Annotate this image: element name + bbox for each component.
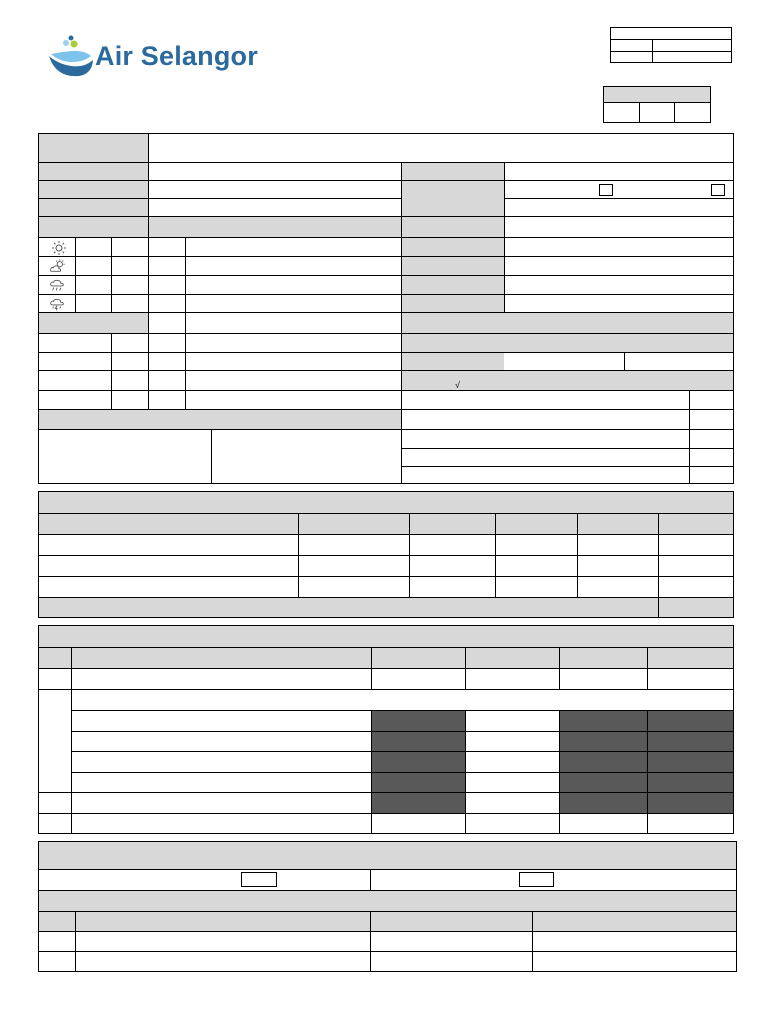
summary-table <box>38 491 734 618</box>
reference-box <box>610 27 732 63</box>
label-cell <box>402 238 504 256</box>
checkbox[interactable] <box>599 184 613 196</box>
label-cell <box>39 134 148 162</box>
label-cell <box>402 257 504 275</box>
tick-mark: √ <box>455 380 460 390</box>
date-box <box>603 86 711 123</box>
label-cell <box>402 217 504 237</box>
label-cell <box>39 181 148 198</box>
rain-cloud-icon <box>50 277 66 293</box>
label-cell <box>402 353 504 370</box>
label-cell <box>402 371 733 390</box>
partly-cloudy-icon <box>50 258 66 274</box>
label-cell <box>39 163 148 180</box>
label-cell <box>402 313 733 333</box>
label-cell <box>39 313 148 333</box>
logo-mark <box>46 32 96 82</box>
blocked-cell <box>371 710 465 813</box>
blocked-cell <box>559 710 733 813</box>
sun-icon <box>51 240 67 256</box>
brand-name: Air Selangor <box>95 41 258 71</box>
label-cell <box>402 276 504 294</box>
label-cell <box>402 334 733 352</box>
label-cell <box>402 295 504 312</box>
label-cell <box>39 199 148 216</box>
detail-table <box>38 625 734 834</box>
bottom-form <box>38 841 737 972</box>
general-info-section <box>38 133 734 484</box>
storm-cloud-icon <box>50 296 66 312</box>
logo <box>46 32 268 82</box>
checkbox[interactable] <box>711 184 725 196</box>
label-cell <box>402 181 504 216</box>
checkbox[interactable] <box>241 872 277 887</box>
label-cell <box>402 163 504 180</box>
checkbox[interactable] <box>519 872 554 887</box>
label-cell <box>39 410 401 429</box>
label-cell <box>39 217 401 237</box>
